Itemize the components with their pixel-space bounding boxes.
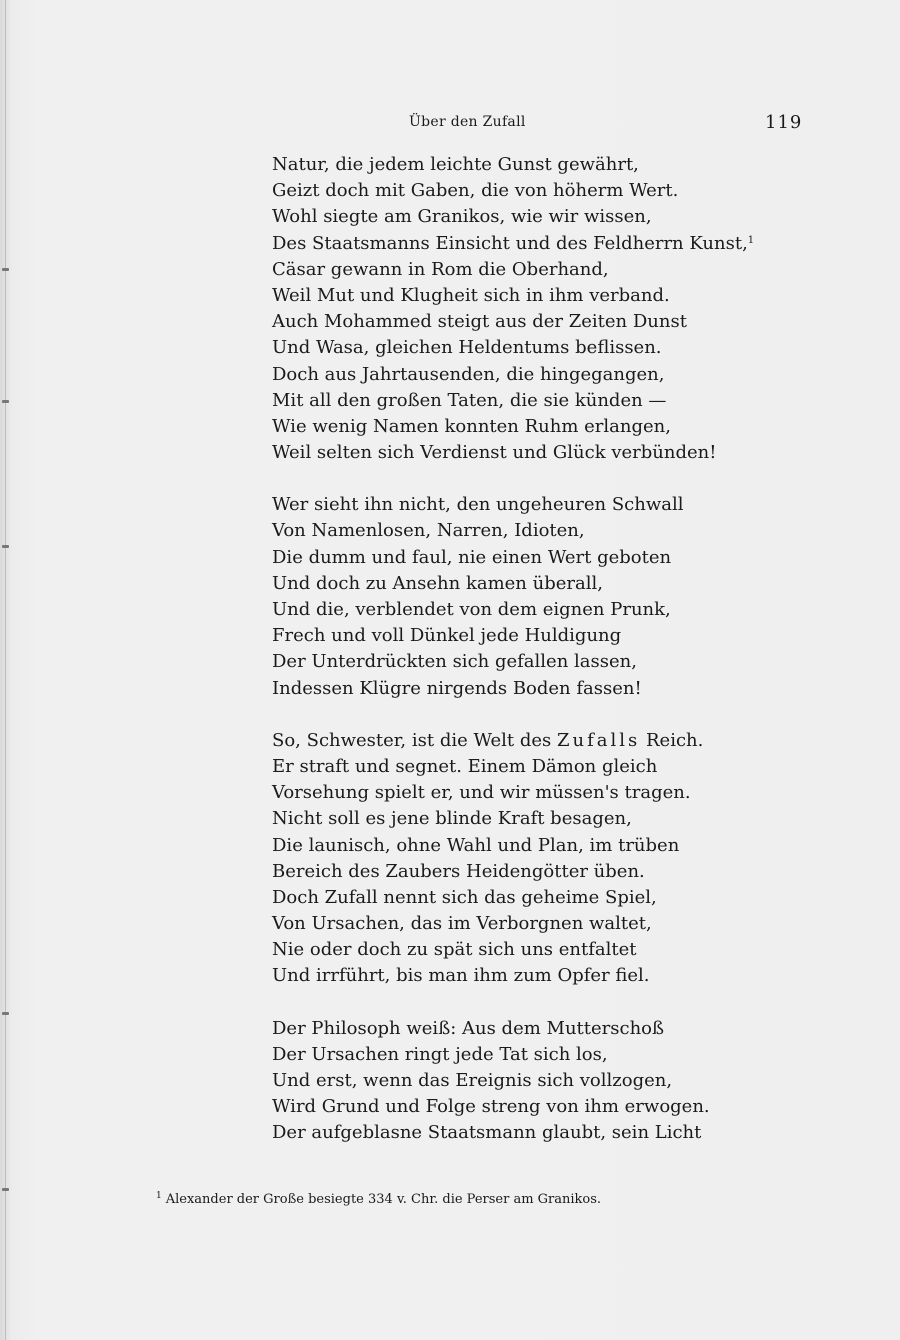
verse-text: Des Staatsmanns Einsicht und des Feldherrn Kunst, <box>272 232 748 254</box>
binding-stitch <box>2 400 9 403</box>
verse-line: Von Namenlosen, Narren, Idioten, <box>272 520 585 542</box>
poem <box>272 152 755 1147</box>
binding-stitch <box>2 268 9 271</box>
verse-line: Die launisch, ohne Wahl und Plan, im trüben <box>272 834 680 856</box>
verse-line: Der aufgeblasne Staatsmann glaubt, sein Licht <box>272 1122 702 1144</box>
stanza-2 <box>272 492 712 702</box>
verse-line: Und die, verblendet von dem eignen Prunk, <box>272 599 671 620</box>
verse-line: Wer sieht ihn nicht, den ungeheuren Schwall <box>272 494 684 516</box>
verse-line: Vorsehung spielt er, und wir müssen's tragen. <box>272 782 691 804</box>
verse-line: Weil Mut und Klugheit sich in ihm verband. <box>272 284 670 306</box>
footnote-ref[interactable]: 1 <box>747 234 755 246</box>
verse-line: Bereich des Zaubers Heidengötter üben. <box>272 860 645 882</box>
footnote-text: Alexander der Große besiegte 334 v. Chr. die Perser am Granikos. <box>165 1192 602 1207</box>
binding-stitch <box>2 1188 9 1191</box>
verse-line: Der Unterdrückten sich gefallen lassen, <box>272 651 637 673</box>
binding-edge <box>5 0 6 1340</box>
verse-line: Nie oder doch zu spät sich uns entfaltet <box>272 939 637 961</box>
verse-line: Und erst, wenn das Ereignis sich vollzogen, <box>272 1070 673 1091</box>
verse-line: Die dumm und faul, nie einen Wert geboten <box>272 546 672 568</box>
verse-line: Und irrführt, bis man ihm zum Opfer fiel. <box>272 965 650 987</box>
verse-line: Frech und voll Dünkel jede Huldigung <box>272 625 622 647</box>
running-title: Über den Zufall <box>409 114 526 130</box>
stanza-3 <box>272 728 712 990</box>
footnote-marker: 1 <box>156 1191 162 1201</box>
verse-line: Wie wenig Namen konnten Ruhm erlangen, <box>272 415 671 437</box>
verse-line: Geizt doch mit Gaben, die von höherm Wert. <box>272 180 679 202</box>
stanza-1 <box>272 152 755 466</box>
binding-stitch <box>2 545 9 548</box>
stanza-4 <box>272 1016 712 1147</box>
verse-line: Der Philosoph weiß: Aus dem Mutterschoß <box>272 1017 665 1039</box>
verse-line: Wohl siegte am Granikos, wie wir wissen, <box>272 206 652 228</box>
verse-line: Auch Mohammed steigt aus der Zeiten Dunst <box>272 311 687 333</box>
verse-line <box>272 728 712 754</box>
verse-line: Doch aus Jahrtausenden, die hingegangen, <box>272 363 665 385</box>
verse-line: Natur, die jedem leichte Gunst gewährt, <box>272 154 639 175</box>
verse-line: Er straft und segnet. Einem Dämon gleich <box>272 755 658 777</box>
verse-line <box>272 231 755 257</box>
verse-line: Von Ursachen, das im Verborgnen waltet, <box>272 913 652 935</box>
verse-line: Weil selten sich Verdienst und Glück verbünden! <box>272 442 717 464</box>
verse-line: Der Ursachen ringt jede Tat sich los, <box>272 1043 608 1065</box>
verse-line: Doch Zufall nennt sich das geheime Spiel, <box>272 886 657 908</box>
verse-text: Reich. <box>640 729 704 751</box>
verse-line: Cäsar gewann in Rom die Oberhand, <box>272 258 609 280</box>
verse-text: So, Schwester, ist die Welt des <box>272 729 558 751</box>
footnote <box>156 1192 601 1207</box>
verse-line: Wird Grund und Folge streng von ihm erwogen. <box>272 1096 710 1118</box>
verse-line: Und Wasa, gleichen Heldentums beflissen. <box>272 337 662 359</box>
verse-line: Nicht soll es jene blinde Kraft besagen, <box>272 808 632 830</box>
verse-line: Mit all den großen Taten, die sie künden — <box>272 389 667 411</box>
binding-stitch <box>2 1012 9 1015</box>
emphasized-word: Zufalls <box>557 729 641 751</box>
verse-line: Indessen Klügre nirgends Boden fassen! <box>272 677 642 699</box>
page-number: 119 <box>765 112 803 133</box>
verse-line: Und doch zu Ansehn kamen überall, <box>272 572 603 594</box>
